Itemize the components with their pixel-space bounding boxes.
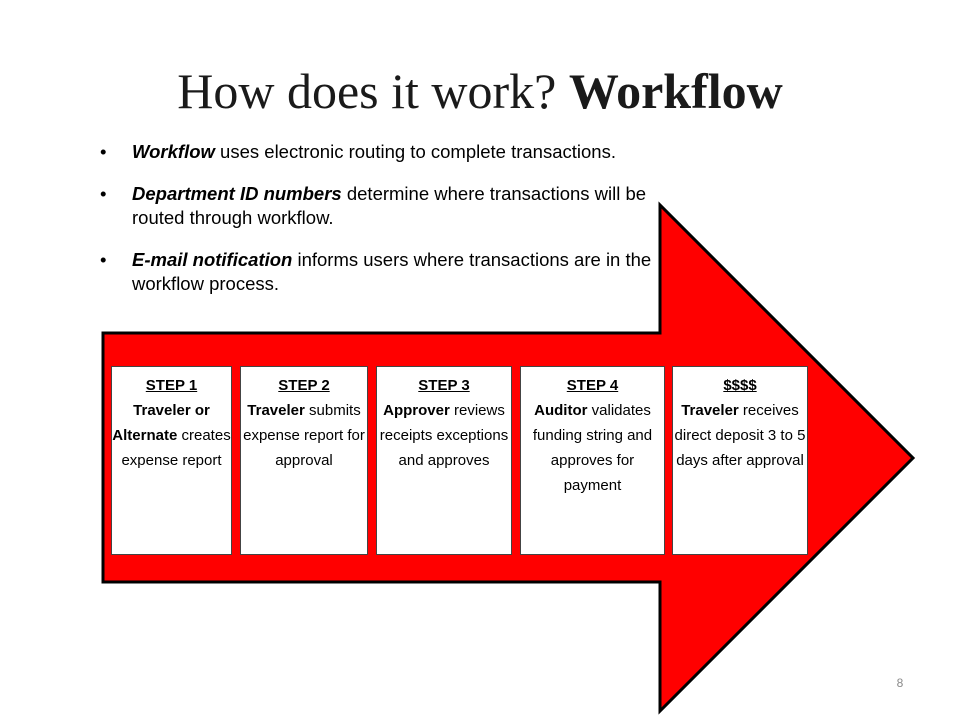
step-heading: STEP 2 [278,377,330,394]
bullet-text: determine where transactions will be routed through workflow. [132,183,647,228]
step-role: Auditor [534,402,588,419]
bullet-text: uses electronic routing to complete transactions. [214,141,616,162]
step-role: Approver [383,402,450,419]
step-heading: STEP 4 [566,377,619,394]
title-regular: How does it work? [177,63,557,119]
step-box-1 [111,366,232,555]
step-box-2 [240,366,368,555]
step-description: receives direct deposit 3 to 5 days after approval [674,402,806,469]
bullet-list [100,140,660,314]
bullet-term: E-mail notification [132,249,293,270]
page-number: 8 [896,676,904,690]
step-box-3 [376,366,512,555]
bullet-icon: • [100,249,107,270]
step-heading: STEP 1 [145,377,198,394]
bullet-text: informs users where transactions are in the workflow process. [132,249,652,294]
step-role: Traveler or Alternate [112,402,210,444]
bullet-item-department-id [100,182,660,230]
step-description: validates funding string and approves for payment [532,402,653,494]
bullet-item-email-notification [100,248,660,296]
title-bold: Workflow [568,63,783,119]
step-role: Traveler [247,402,305,419]
step-role: Traveler [681,402,739,419]
bullet-icon: • [100,141,107,162]
step-box-payment [672,366,808,555]
step-description: submits expense report for approval [243,402,365,469]
bullet-item-workflow [100,140,660,164]
step-heading: $$$$ [723,377,757,394]
bullet-term: Department ID numbers [132,183,342,204]
step-box-4 [520,366,665,555]
step-heading: STEP 3 [418,377,470,394]
bullet-term: Workflow [132,141,215,162]
bullet-icon: • [100,183,107,204]
step-description: reviews receipts exceptions and approves [379,402,509,469]
step-description: creates expense report [121,427,231,469]
